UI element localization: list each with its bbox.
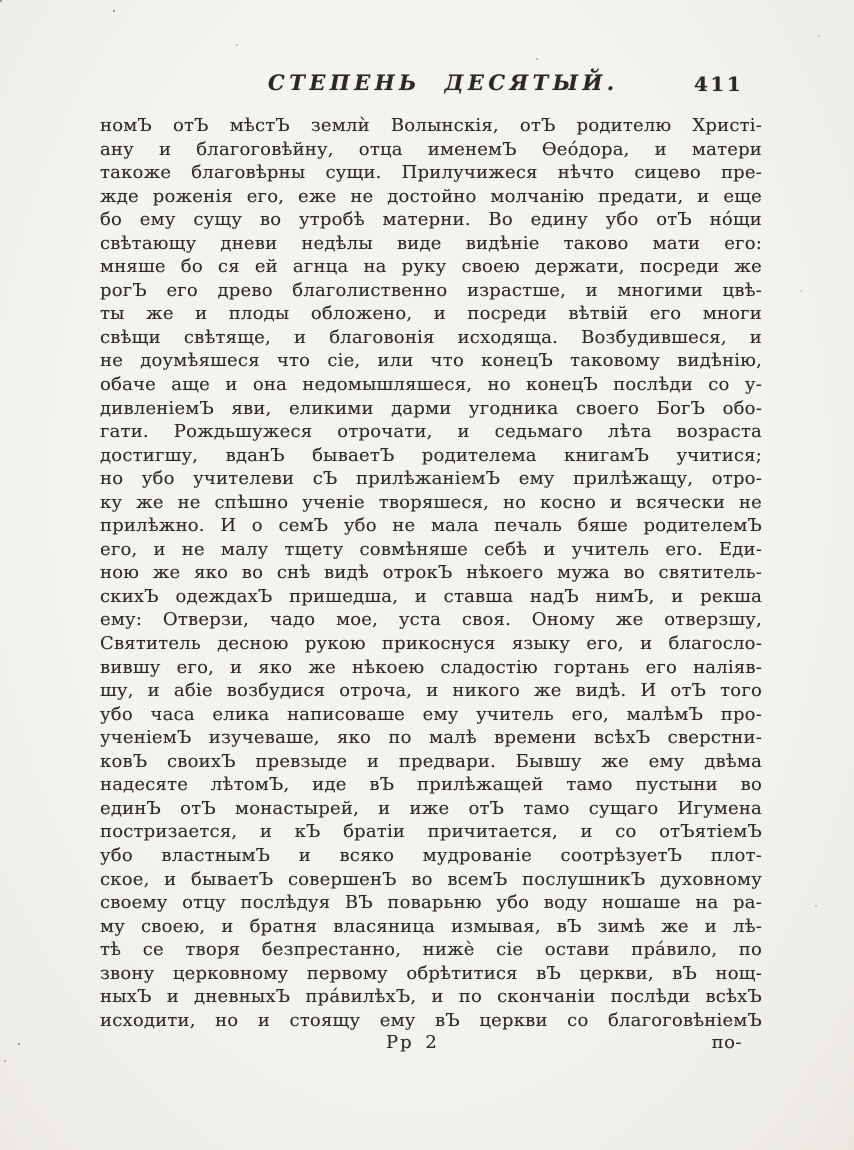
text-line: ское, и бываетЪ совершенЪ во всемЪ послушникЪ духовному xyxy=(100,868,762,890)
catchword: по- xyxy=(711,1032,742,1053)
text-line: му своею, и братня власяница измывая, вЪ зимѣ же и лѣ- xyxy=(100,915,762,937)
text-line: ану и благоговѣйну, отца именемЪ Ѳео́дора, и матери xyxy=(100,138,762,160)
text-line: достигшу, вданЪ бываетЪ родителема книгамЪ учитися; xyxy=(100,444,762,466)
text-line: исходити, но и стоящу ему вЪ церкви со благоговѣніемЪ xyxy=(100,1009,762,1031)
text-line: надесяте лѣтомЪ, иде вЪ прилѣжащей тамо пустыни во xyxy=(100,774,762,796)
text-line: обаче аще и она недомышляшеся, но конецЪ послѣди со у- xyxy=(100,374,762,396)
page-number: 411 xyxy=(694,72,744,96)
text-line: убо часа елика написоваше ему учитель его, малѣмЪ про- xyxy=(100,703,762,725)
text-line: убо властнымЪ и всяко мудрованіе соотрѣзуетЪ плот- xyxy=(100,844,762,866)
text-line: свѣщи свѣтяще, и благовонія исходяща. Возбудившеся, и xyxy=(100,326,762,348)
text-line: шу, и абіе возбудися отроча, и никого же видѣ. И отЪ того xyxy=(100,680,762,702)
text-line: ныхЪ и дневныхЪ пра́вилѣхЪ, и по скончаніи послѣди всѣхЪ xyxy=(100,986,762,1008)
text-line: ковЪ своихЪ превзыде и предвари. Бывшу же ему двѣма xyxy=(100,750,762,772)
text-line: гати. Рождьшужеся отрочати, и седьмаго лѣта возраста xyxy=(100,421,762,443)
text-line: единЪ отЪ монастырей, и иже отЪ тамо сущаго Игумена xyxy=(100,797,762,819)
text-line: прилѣжно. И о семЪ убо не мала печаль бяше родителемЪ xyxy=(100,515,762,537)
text-line: ученіемЪ изучеваше, яко по малѣ времени всѣхЪ сверстни- xyxy=(100,727,762,749)
text-line: ку же не спѣшно ученіе творяшеся, но косно и всячески не xyxy=(100,491,762,513)
text-line: бо ему сущу во утробѣ матерни. Во едину убо отЪ но́щи xyxy=(100,209,762,231)
text-line: скихЪ одеждахЪ пришедша, и ставша надЪ нимЪ, и рекша xyxy=(100,585,762,607)
text-line: жде роженія его, еже не достойно молчанію предати, и еще xyxy=(100,185,762,207)
text-line: своему отцу послѣдуя ВЪ поварьню убо воду ношаше на ра- xyxy=(100,892,762,914)
text-line: дивленіемЪ яви, еликими дарми угодника своего БогЪ обо- xyxy=(100,397,762,419)
text-line: рогЪ его древо благолиственно израстше, и многими цвѣ- xyxy=(100,279,762,301)
text-line: его, и не малу тщету совмѣняше себѣ и учитель его. Еди- xyxy=(100,538,762,560)
page-footer xyxy=(100,1032,762,1058)
text-line: ною же яко во снѣ видѣ отрокЪ нѣкоего мужа во святитель- xyxy=(100,562,762,584)
text-line: такоже благовѣрны сущи. Прилучижеся нѣчто сицево пре- xyxy=(100,162,762,184)
text-line: не доумѣяшеся что сіе, или что конецЪ таковому видѣнію, xyxy=(100,350,762,372)
text-line: ты же и плоды обложено, и посреди вѣтвій его многи xyxy=(100,303,762,325)
text-line: звону церковному первому обрѣтитися вЪ церкви, вЪ нощ- xyxy=(100,962,762,984)
text-line: Святитель десною рукою прикоснуся языку его, и благосло- xyxy=(100,633,762,655)
text-line: мняше бо ся ей агнца на руку своею держати, посреди же xyxy=(100,256,762,278)
text-line: свѣтающу дневи недѣлы виде видѣніе таково мати его: xyxy=(100,232,762,254)
text-line: вившу его, и яко же нѣкоею сладостію гортань его наліяв- xyxy=(100,656,762,678)
text-line: постризается, и кЪ братіи причитается, и со отЪятіемЪ xyxy=(100,821,762,843)
text-line: ему: Отверзи, чадо мое, уста своя. Оному же отверзшу, xyxy=(100,609,762,631)
text-line: тѣ се творя безпрестанно, нижѐ сіе остави пра́вило, по xyxy=(100,939,762,961)
text-line: номЪ отЪ мѣстЪ землѝ Волынскія, отЪ родителю Христі- xyxy=(100,115,762,136)
signature-mark: Рр 2 xyxy=(386,1032,439,1053)
running-title: СТЕПЕНЬ ДЕСЯТЫЙ. xyxy=(268,70,619,95)
body-text xyxy=(100,114,762,1032)
text-line: но убо учителеви сЪ прилѣжаніемЪ ему прилѣжащу, отро- xyxy=(100,468,762,490)
